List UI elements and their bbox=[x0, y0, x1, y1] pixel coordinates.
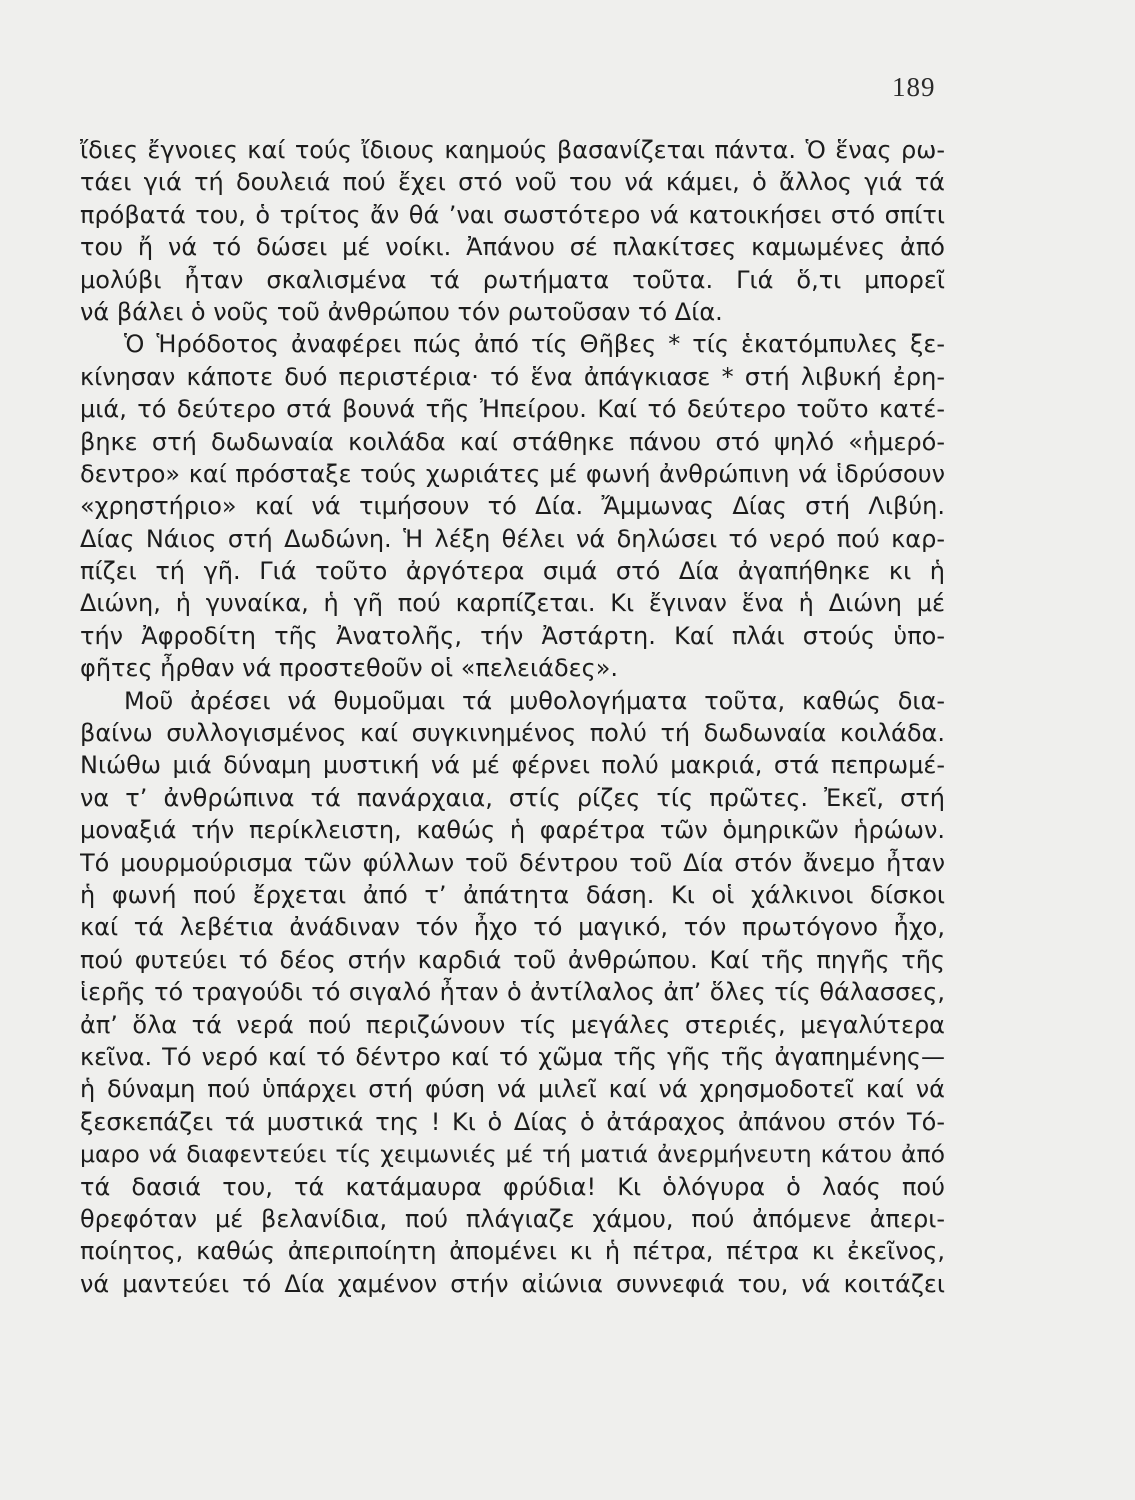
text-line: ἀπ’ ὅλα τά νερά πού περιζώνουν τίς μεγάλες στεριές, μεγαλύτερα bbox=[80, 1010, 945, 1039]
text-line: Ὁ Ἡρόδοτος ἀναφέρει πώς ἀπό τίς Θῆβες * τίς ἑκατόμπυλες ξε- bbox=[124, 330, 945, 359]
text-line: ἡ δύναμη πού ὑπάρχει στή φύση νά μιλεῖ καί νά χρησμοδοτεῖ καί νά bbox=[80, 1075, 945, 1104]
text-line: βηκε στή δωδωναία κοιλάδα καί στάθηκε πάνου στό ψηλό «ἡμερό- bbox=[80, 427, 945, 456]
text-line: Δίας Νάιος στή Δωδώνη. Ἡ λέξη θέλει νά δηλώσει τό νερό πού καρ- bbox=[80, 524, 945, 553]
text-line: μολύβι ἦταν σκαλισμένα τά ρωτήματα τοῦτα. Γιά ὅ,τι μπορεῖ bbox=[80, 265, 945, 294]
text-line: καί τά λεβέτια ἀνάδιναν τόν ἦχο τό μαγικό, τόν πρωτόγονο ἦχο, bbox=[80, 913, 945, 942]
text-line: ἴδιες ἔγνοιες καί τούς ἴδιους καημούς βασανίζεται πάντα. Ὁ ἕνας ρω- bbox=[80, 136, 945, 164]
text-line: πού φυτεύει τό δέος στήν καρδιά τοῦ ἀνθρώπου. Καί τῆς πηγῆς τῆς bbox=[80, 945, 945, 974]
text-line: «χρηστήριο» καί νά τιμήσουν τό Δία. Ἄμμωνας Δίας στή Λιβύη. bbox=[80, 492, 945, 521]
text-line: τάει γιά τή δουλειά πού ἔχει στό νοῦ του νά κάμει, ὁ ἄλλος γιά τά bbox=[80, 168, 945, 197]
text-line: του ἤ νά τό δώσει μέ νοίκι. Ἀπάνου σέ πλακίτσες καμωμένες ἀπό bbox=[80, 233, 945, 262]
text-line: δεντρο» καί πρόσταξε τούς χωριάτες μέ φωνή ἀνθρώπινη νά ἱδρύσουν bbox=[80, 459, 945, 488]
text-line: βαίνω συλλογισμένος καί συγκινημένος πολύ τή δωδωναία κοιλάδα. bbox=[80, 719, 945, 748]
text-line: ἡ φωνή πού ἔρχεται ἀπό τ’ ἀπάτητα δάση. Κι οἱ χάλκινοι δίσκοι bbox=[80, 880, 945, 909]
text-line: πρόβατά του, ὁ τρίτος ἄν θά ’ναι σωστότερο νά κατοικήσει στό σπίτι bbox=[80, 200, 945, 229]
text-line: κίνησαν κάποτε δυό περιστέρια· τό ἕνα ἀπάγκιασε * στή λιβυκή ἐρη- bbox=[80, 362, 945, 391]
text-line: μαρο νά διαφεντεύει τίς χειμωνιές μέ τή ματιά ἀνερμήνευτη κάτου ἀπό bbox=[80, 1140, 945, 1169]
text-line: Τό μουρμούρισμα τῶν φύλλων τοῦ δέντρου τοῦ Δία στόν ἄνεμο ἦταν bbox=[80, 848, 945, 877]
text-line: μοναξιά τήν περίκλειστη, καθώς ἡ φαρέτρα τῶν ὁμηρικῶν ἡρώων. bbox=[80, 816, 945, 845]
text-line: μιά, τό δεύτερο στά βουνά τῆς Ἠπείρου. Καί τό δεύτερο τοῦτο κατέ- bbox=[80, 395, 945, 424]
text-line: νά βάλει ὁ νοῦς τοῦ ἀνθρώπου τόν ρωτοῦσαν τό Δία. bbox=[80, 297, 723, 326]
text-line: νά μαντεύει τό Δία χαμένον στήν αἰώνια συννεφιά του, νά κοιτάζει bbox=[80, 1269, 945, 1298]
text-line: πίζει τή γῆ. Γιά τοῦτο ἀργότερα σιμά στό Δία ἀγαπήθηκε κι ἡ bbox=[80, 557, 945, 586]
text-line: τήν Ἀφροδίτη τῆς Ἀνατολῆς, τήν Ἀστάρτη. Καί πλάι στούς ὑπο- bbox=[80, 621, 945, 650]
text-line: Μοῦ ἀρέσει νά θυμοῦμαι τά μυθολογήματα τοῦτα, καθώς δια- bbox=[124, 686, 945, 715]
text-line: ξεσκεπάζει τά μυστικά της ! Κι ὁ Δίας ὁ ἀτάραχος ἀπάνου στόν Τό- bbox=[80, 1107, 945, 1136]
body-text bbox=[80, 134, 945, 1300]
text-line: φῆτες ἦρθαν νά προστεθοῦν οἱ «πελειάδες». bbox=[80, 654, 619, 683]
text-line: τά δασιά του, τά κατάμαυρα φρύδια! Κι ὁλόγυρα ὁ λαός πού bbox=[80, 1172, 945, 1201]
text-line: να τ’ ἀνθρώπινα τά πανάρχαια, στίς ρίζες τίς πρῶτες. Ἐκεῖ, στή bbox=[80, 783, 945, 812]
text-line: θρεφόταν μέ βελανίδια, πού πλάγιαζε χάμου, πού ἀπόμενε ἀπερι- bbox=[80, 1204, 945, 1233]
text-line: Νιώθω μιά δύναμη μυστική νά μέ φέρνει πολύ μακριά, στά πεπρωμέ- bbox=[80, 751, 945, 780]
text-line: κεῖνα. Τό νερό καί τό δέντρο καί τό χῶμα τῆς γῆς τῆς ἀγαπημένης— bbox=[80, 1042, 945, 1071]
page-number: 189 bbox=[892, 72, 936, 102]
text-line: Διώνη, ἡ γυναίκα, ἡ γῆ πού καρπίζεται. Κι ἔγιναν ἕνα ἡ Διώνη μέ bbox=[80, 589, 945, 618]
text-line: ἱερῆς τό τραγούδι τό σιγαλό ἦταν ὁ ἀντίλαλος ἀπ’ ὅλες τίς θάλασσες, bbox=[80, 978, 945, 1007]
text-line: ποίητος, καθώς ἀπεριποίητη ἀπομένει κι ἡ πέτρα, πέτρα κι ἐκεῖνος, bbox=[80, 1237, 945, 1266]
